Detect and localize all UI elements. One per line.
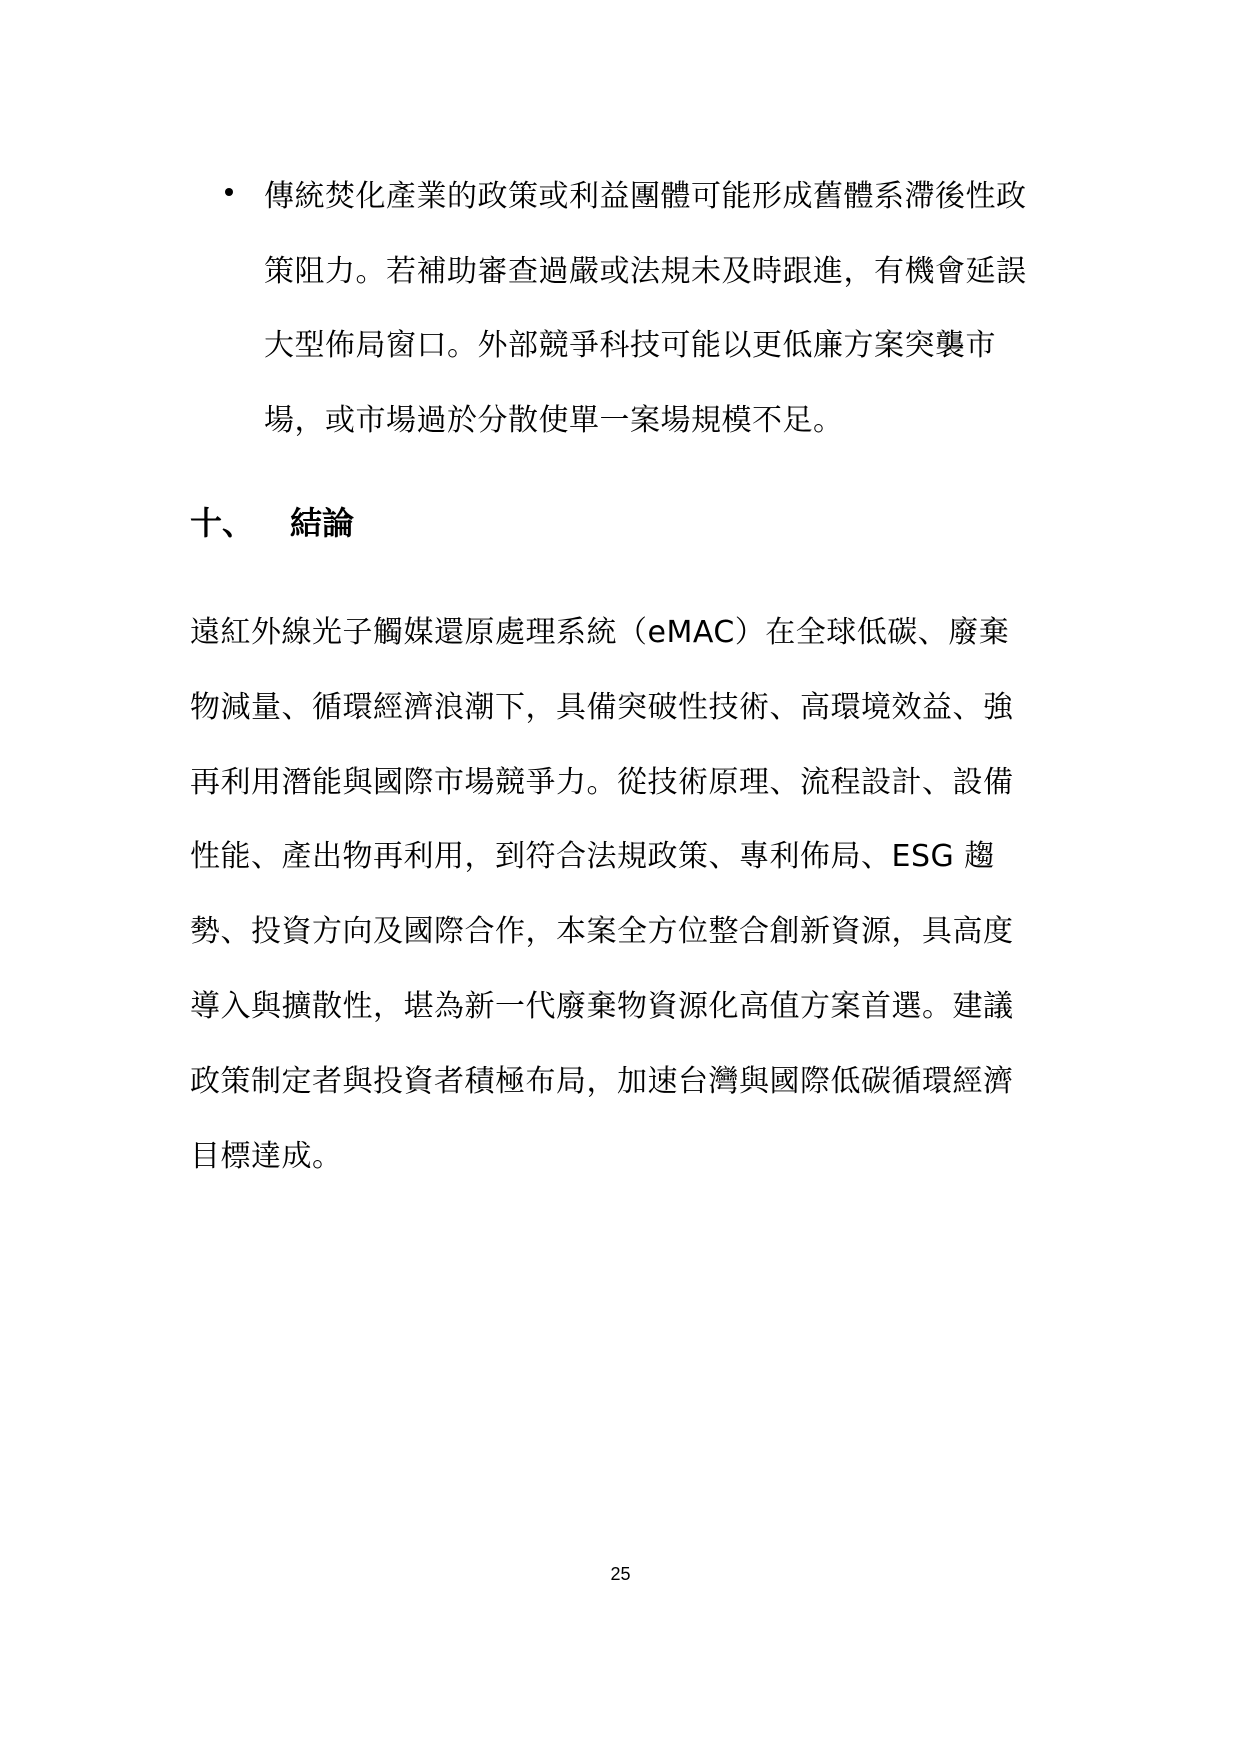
page-number: 25 — [610, 1564, 631, 1584]
section-heading — [190, 498, 354, 544]
bullet-dot-icon — [225, 188, 233, 196]
paragraph-line: 目標達成。 — [190, 1138, 343, 1174]
paragraph-line: 遠紅外線光子觸媒還原處理系統（eMAC）在全球低碳、廢棄 — [190, 615, 1010, 650]
paragraph-line: 性能、產出物再利用，到符合法規政策、專利佈局、ESG 趨 — [190, 839, 995, 875]
paragraph-line: 物減量、循環經濟浪潮下，具備突破性技術、高環境效益、強 — [190, 689, 1014, 725]
conclusion-paragraph — [190, 596, 1070, 1194]
bullet-line: 大型佈局窗口。外部競爭科技可能以更低廉方案突襲市 — [264, 328, 996, 363]
bullet-line: 策阻力。若補助審查過嚴或法規未及時跟進，有機會延誤 — [264, 253, 1027, 289]
section-title: 結論 — [290, 504, 355, 542]
bullet-text — [264, 160, 1065, 458]
bullet-line: 場，或市場過於分散使單一案場規模不足。 — [264, 402, 844, 438]
paragraph-line: 導入與擴散性，堪為新一代廢棄物資源化高值方案首選。建議 — [190, 988, 1014, 1024]
bullet-item — [225, 160, 1065, 458]
paragraph-line: 勢、投資方向及國際合作，本案全方位整合創新資源，具高度 — [190, 914, 1014, 950]
paragraph-line: 政策制定者與投資者積極布局，加速台灣與國際低碳循環經濟 — [190, 1063, 1014, 1099]
bullet-line: 傳統焚化產業的政策或利益團體可能形成舊體系滯後性政 — [264, 179, 1027, 214]
paragraph-line: 再利用潛能與國際市場競爭力。從技術原理、流程設計、設備 — [190, 764, 1014, 800]
section-number: 十、 — [190, 504, 255, 542]
